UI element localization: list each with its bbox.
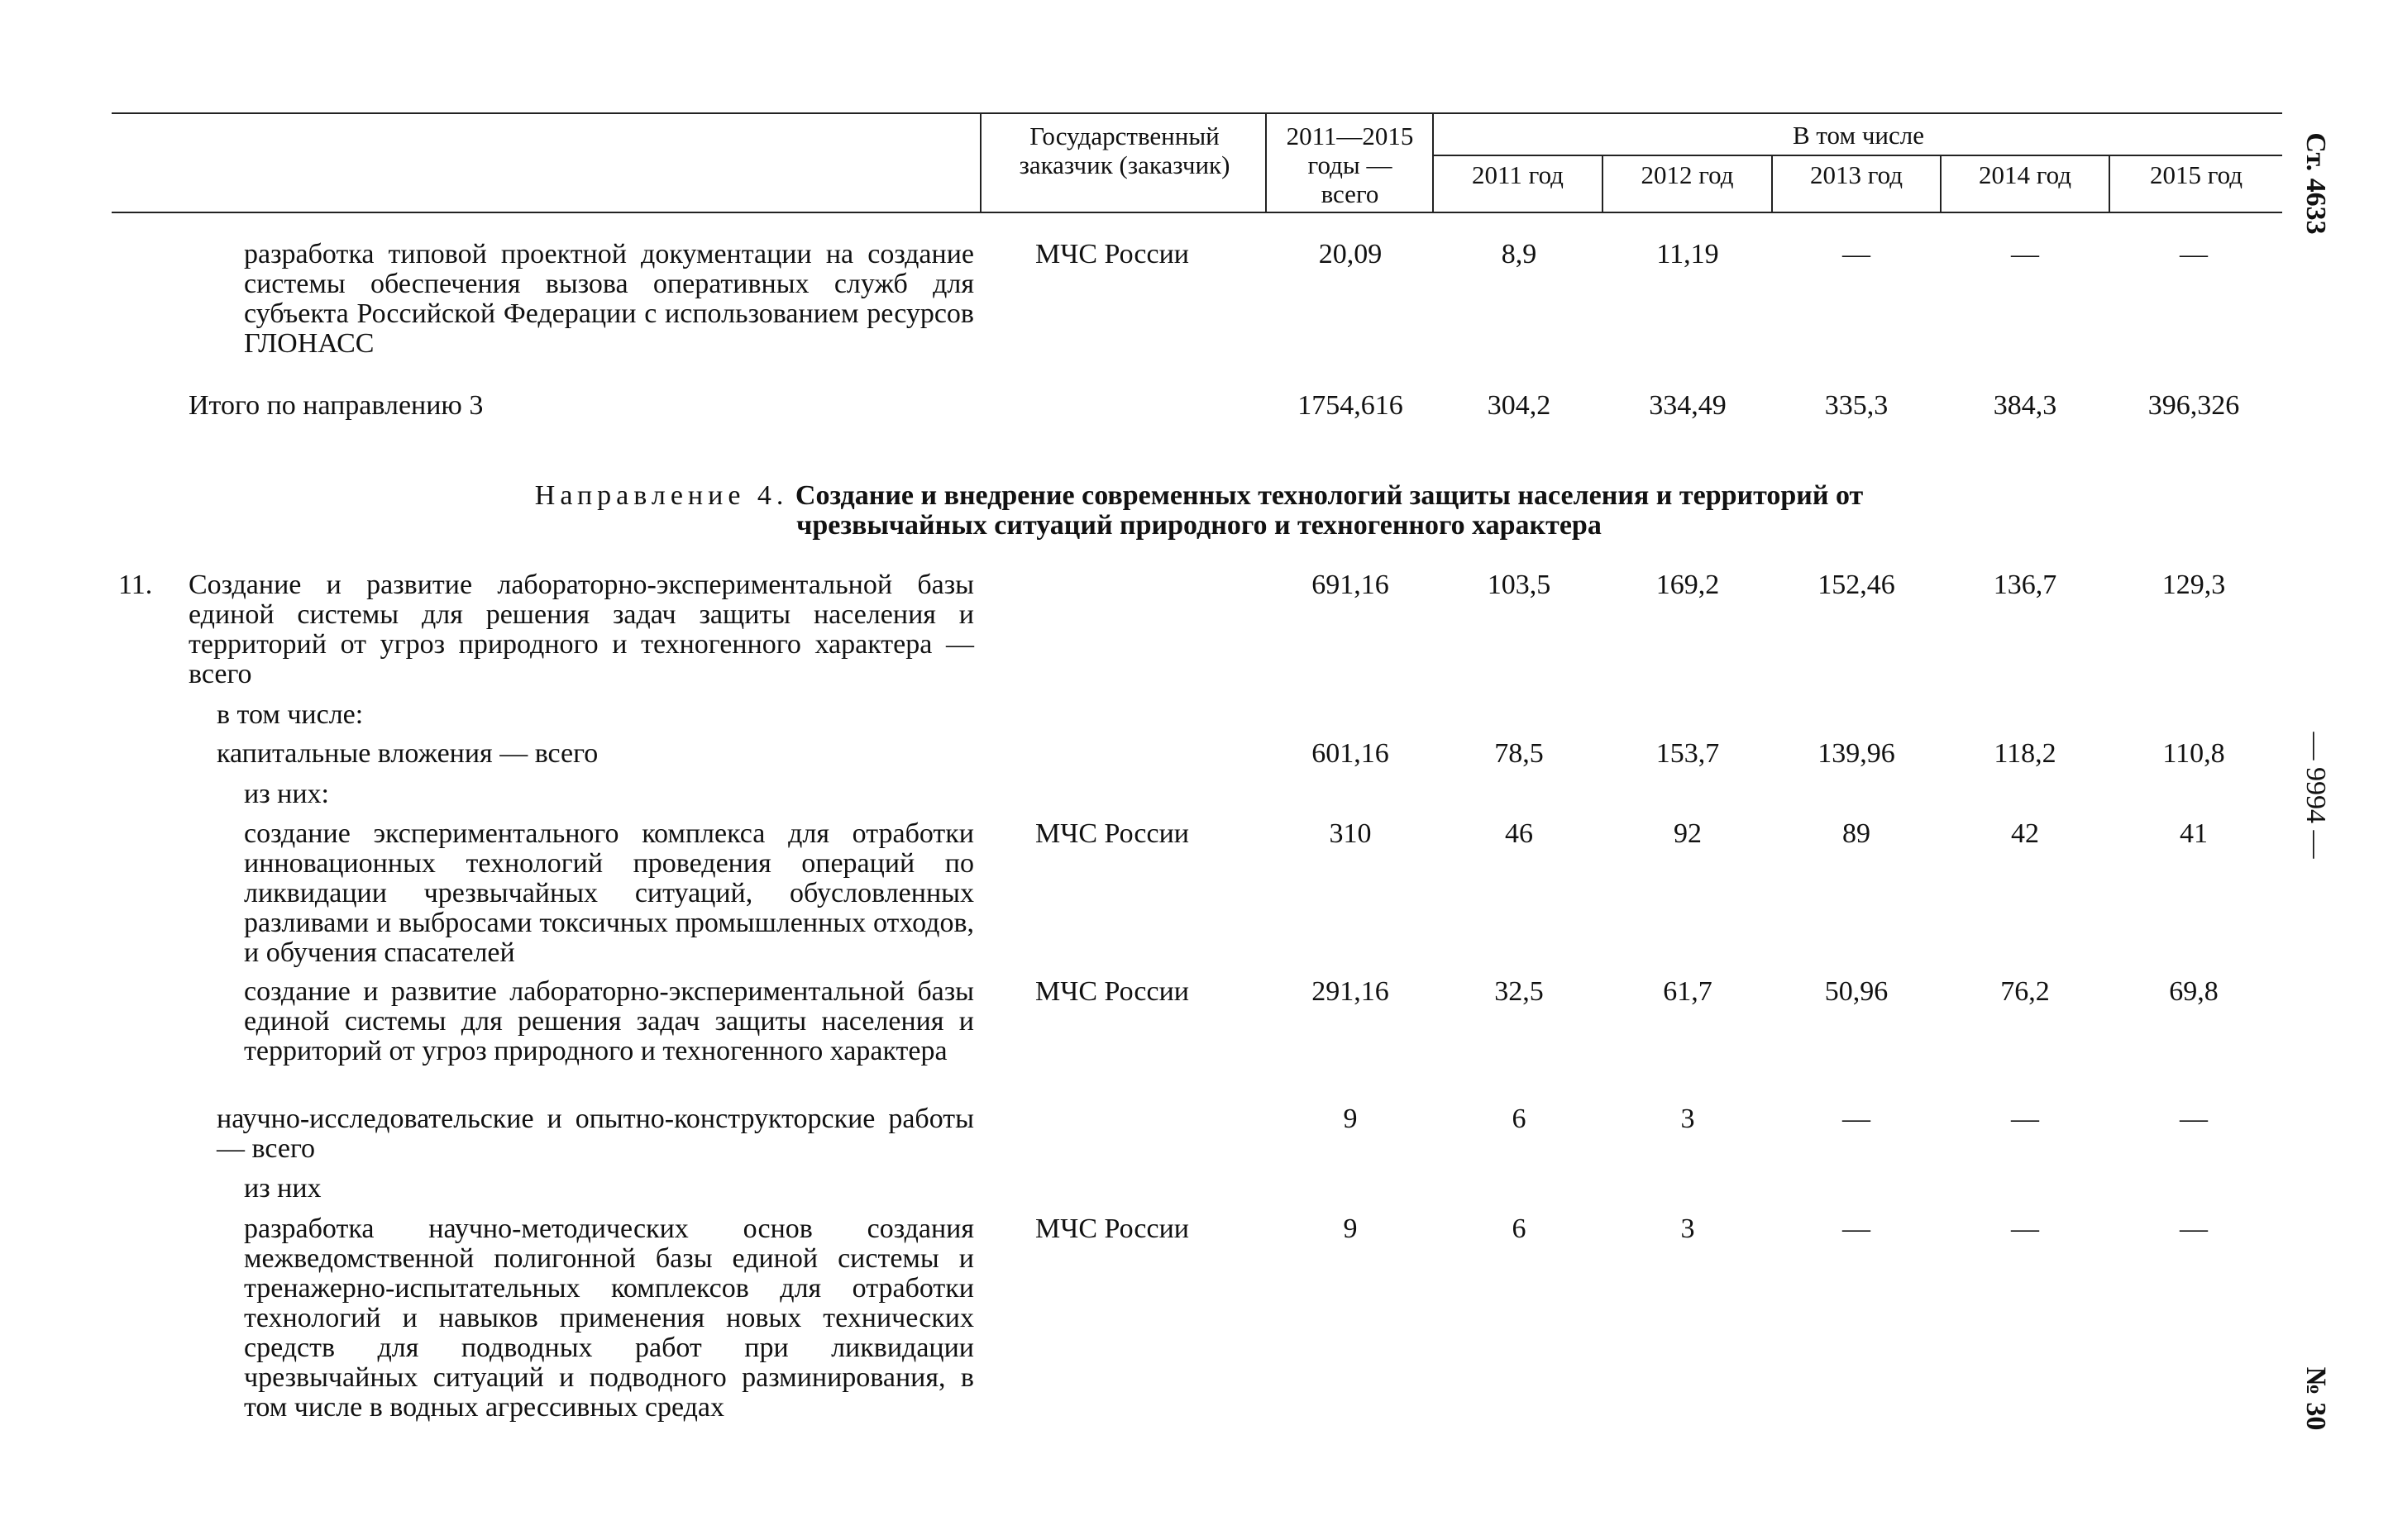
row-glonass-2015: — xyxy=(2180,239,2208,269)
row-glonass-2013: — xyxy=(1842,239,1870,269)
row-capital-2011: 78,5 xyxy=(1494,738,1544,769)
row-complex-2014: 42 xyxy=(2011,818,2039,849)
row-complex-2015: 41 xyxy=(2180,818,2208,849)
header-total: 2011—2015 годы — всего xyxy=(1286,122,1414,208)
row-rnd-total: 9 xyxy=(1343,1104,1358,1134)
page-marker: Ст. 4633 xyxy=(2300,132,2331,235)
row-lab-2013: 50,96 xyxy=(1824,976,1889,1007)
row-of-them-1-text: из них: xyxy=(244,779,329,809)
row-total3-text: Итого по направлению 3 xyxy=(189,390,484,421)
row-glonass-total: 20,09 xyxy=(1318,239,1383,269)
row-11-2015: 129,3 xyxy=(2161,570,2226,600)
row-lab-2011: 32,5 xyxy=(1494,976,1544,1007)
row-glonass-2012: 11,19 xyxy=(1656,239,1719,269)
row-complex-2012: 92 xyxy=(1674,818,1702,849)
header-customer: Государственный заказчик (заказчик) xyxy=(1019,122,1230,179)
row-capital-2015: 110,8 xyxy=(2162,738,2225,769)
row-total3-2014: 384,3 xyxy=(1993,390,2057,421)
row-capital-2014: 118,2 xyxy=(1994,738,2056,769)
row-total3-total: 1754,616 xyxy=(1297,390,1403,421)
row-glonass-2014: — xyxy=(2011,239,2039,269)
section4-title: Создание и внедрение современных технологий защиты населения и территорий от чрезвычайных ситуаций природного и техногенного характера xyxy=(795,480,1864,541)
section4-prefix: Направление 4. xyxy=(534,480,789,511)
section4-heading xyxy=(496,481,1902,541)
row-11-total: 691,16 xyxy=(1311,570,1389,600)
row-complex-2011: 46 xyxy=(1505,818,1533,849)
header-year-2015: 2015 год xyxy=(2149,160,2243,189)
row-lab-total: 291,16 xyxy=(1311,976,1389,1007)
row-11-text: Создание и развитие лабораторно-экспериментальной базы единой системы для решения задач защиты населения и территорий от угроз природного и техногенного характера — всего xyxy=(189,570,974,689)
row-method-2012: 3 xyxy=(1680,1213,1695,1244)
row-lab-2014: 76,2 xyxy=(2000,976,2050,1007)
header-year-2012: 2012 год xyxy=(1641,160,1734,189)
header-year-2014: 2014 год xyxy=(1978,160,2072,189)
row-total3-2015: 396,326 xyxy=(2147,390,2240,421)
row-method-2013: — xyxy=(1842,1213,1870,1244)
row-complex-total: 310 xyxy=(1329,818,1372,849)
row-lab-customer: МЧС России xyxy=(1035,976,1189,1007)
row-total3-2013: 335,3 xyxy=(1824,390,1889,421)
row-method-customer: МЧС России xyxy=(1035,1213,1189,1244)
row-capital-2012: 153,7 xyxy=(1655,738,1720,769)
header-top-rule xyxy=(112,112,2282,114)
row-glonass-customer: МЧС России xyxy=(1035,239,1189,269)
row-rnd-2015: — xyxy=(2180,1104,2208,1134)
row-rnd-2014: — xyxy=(2011,1104,2039,1134)
row-capital-total: 601,16 xyxy=(1311,738,1389,769)
row-method-2011: 6 xyxy=(1512,1213,1526,1244)
row-11-2011: 103,5 xyxy=(1487,570,1551,600)
row-method-total: 9 xyxy=(1343,1213,1358,1244)
row-of-them-2-text: из них xyxy=(244,1173,322,1204)
years-subheader-rule xyxy=(1432,155,2282,156)
header-incl: В том числе xyxy=(1792,121,1924,150)
header-bottom-rule xyxy=(112,212,2282,213)
row-complex-text: создание экспериментального комплекса для отработки инновационных технологий проведения операций по ликвидации чрезвычайных ситуаций, обусловленных разливами и выбросами токсичных промышленных отходов, и обучения спасателей xyxy=(244,818,974,968)
row-complex-customer: МЧС России xyxy=(1035,818,1189,849)
row-lab-2012: 61,7 xyxy=(1663,976,1712,1007)
row-11-2013: 152,46 xyxy=(1817,570,1895,600)
row-method-2015: — xyxy=(2180,1213,2208,1244)
header-year-2011: 2011 год xyxy=(1472,160,1564,189)
row-11-2014: 136,7 xyxy=(1993,570,2057,600)
row-lab-text: создание и развитие лабораторно-экспериментальной базы единой системы для решения задач защиты населения и территорий от угроз природного и техногенного характера xyxy=(244,976,974,1066)
row-11-num: 11. xyxy=(118,570,153,600)
row-lab-2015: 69,8 xyxy=(2169,976,2219,1007)
row-capital-2013: 139,96 xyxy=(1817,738,1895,769)
row-rnd-2012: 3 xyxy=(1680,1104,1695,1134)
col-divider-customer xyxy=(980,112,982,212)
row-total3-2012: 334,49 xyxy=(1649,390,1727,421)
row-total3-2011: 304,2 xyxy=(1487,390,1551,421)
row-complex-2013: 89 xyxy=(1842,818,1870,849)
row-rnd-text: научно-исследовательские и опытно-конструкторские работы — всего xyxy=(217,1104,974,1164)
row-rnd-2013: — xyxy=(1842,1104,1870,1134)
row-incl-text: в том числе: xyxy=(217,699,364,730)
row-11-2012: 169,2 xyxy=(1655,570,1720,600)
col-divider-total xyxy=(1265,112,1267,212)
row-capital-text: капитальные вложения — всего xyxy=(217,738,599,769)
row-rnd-2011: 6 xyxy=(1512,1104,1526,1134)
row-method-text: разработка научно-методических основ создания межведомственной полигонной базы единой системы и тренажерно-испытательных комплексов для отработки технологий и навыков применения новых технических средств для подводных работ при ликвидации чрезвычайных ситуаций и подводного разминирования, в том числе в водных агрессивных средах xyxy=(244,1213,974,1423)
row-method-2014: — xyxy=(2011,1213,2039,1244)
row-glonass-text: разработка типовой проектной документации на создание системы обеспечения вызова оперативных служб для субъекта Российской Федерации с использованием ресурсов ГЛОНАСС xyxy=(244,239,974,359)
issue-number: № 30 xyxy=(2300,1366,2331,1431)
header-year-2013: 2013 год xyxy=(1809,160,1903,189)
page-number: — 9994 — xyxy=(2300,732,2331,859)
row-glonass-2011: 8,9 xyxy=(1501,239,1537,269)
